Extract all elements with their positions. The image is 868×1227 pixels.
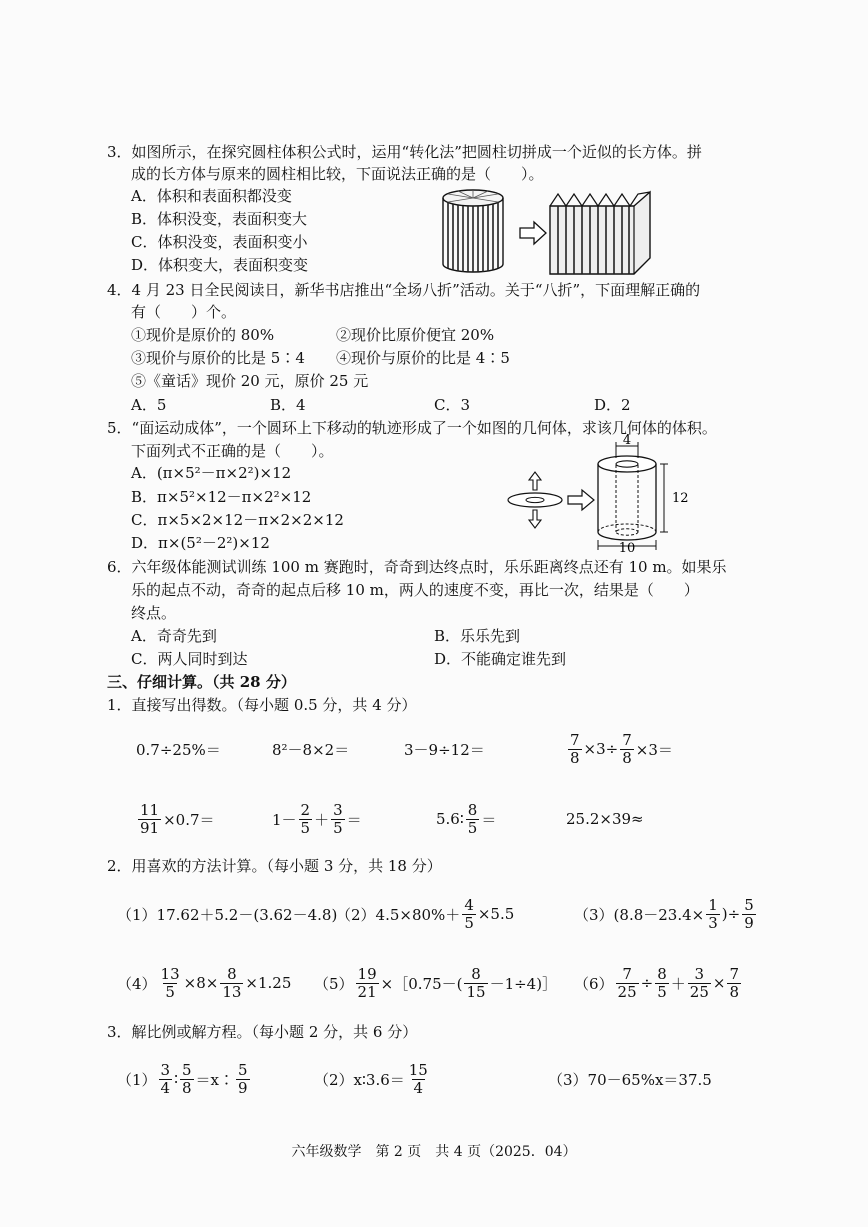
q4-item-1: ①现价是原价的 80% bbox=[131, 326, 275, 344]
q6-line3: 终点。 bbox=[131, 604, 177, 622]
q3-option-a: A．体积和表面积都没变 bbox=[131, 187, 292, 205]
q4-item-5: ⑤《童话》现价 20 元，原价 25 元 bbox=[131, 372, 369, 390]
q4-line2: 有（ ）个。 bbox=[131, 303, 237, 321]
q5-line1: 5．“面运动成体”，一个圆环上下移动的轨迹形成了一个如图的几何体，求该几何体的体积。 bbox=[107, 419, 717, 437]
q4-item-4: ④现价与原价的比是 4∶5 bbox=[336, 349, 510, 367]
q4-item-3: ③现价与原价的比是 5∶4 bbox=[131, 349, 305, 367]
calc-1e: $\frac{11}{91}$ ×0.7＝ bbox=[140, 800, 215, 837]
q4-option-b: B．4 bbox=[270, 396, 306, 414]
calc-3c: （3）70－65%x＝37.5 bbox=[548, 1070, 712, 1089]
calc-1h: 25.2×39≈ bbox=[566, 810, 644, 828]
q4-option-c: C．3 bbox=[434, 396, 471, 414]
q3-line2: 成的长方体与原来的圆柱相比较，下面说法正确的是（ ）。 bbox=[131, 165, 544, 183]
calc-1c: 3－9÷12＝ bbox=[404, 740, 485, 759]
calc-1b: 8²－8×2＝ bbox=[272, 740, 350, 759]
cuboid-icon bbox=[550, 192, 650, 274]
up-arrow-icon bbox=[529, 472, 541, 490]
q5-option-b: B．π×5²×12－π×2²×12 bbox=[131, 488, 312, 506]
hollow-cylinder-icon bbox=[598, 456, 656, 540]
ring-to-hollow-cylinder-figure bbox=[500, 432, 690, 554]
calc-1d: $\frac{7}{8}$ ×3÷ $\frac{7}{8}$ ×3＝ bbox=[570, 730, 673, 767]
calc-2e: （5） $\frac{19}{21}$ ×［0.75－( $\frac{8}{15}$ －1÷4)］ bbox=[314, 964, 558, 1001]
q5-option-c: C．π×5×2×12－π×2×2×12 bbox=[131, 511, 344, 529]
dim-side-label: 12 bbox=[672, 491, 689, 506]
arrow-right-icon bbox=[568, 490, 594, 510]
cylinder-icon bbox=[443, 190, 503, 272]
part3-title: 3．解比例或解方程。（每小题 2 分，共 6 分） bbox=[107, 1023, 418, 1041]
q5-option-a: A．(π×5²－π×2²)×12 bbox=[131, 464, 292, 482]
dim-top-label: 4 bbox=[622, 433, 632, 448]
down-arrow-icon bbox=[529, 510, 541, 528]
cylinder-to-cuboid-figure bbox=[438, 186, 658, 278]
q6-option-d: D．不能确定谁先到 bbox=[434, 650, 567, 668]
q4-option-a: A．5 bbox=[131, 396, 167, 414]
section3-heading: 三、仔细计算。（共 28 分） bbox=[107, 673, 296, 691]
calc-3b: （2）x∶3.6＝ $\frac{15}{4}$ bbox=[314, 1060, 428, 1097]
dim-bottom-label: 10 bbox=[618, 541, 636, 554]
part2-title: 2．用喜欢的方法计算。（每小题 3 分，共 18 分） bbox=[107, 857, 442, 875]
q3-line1: 3．如图所示，在探究圆柱体积公式时，运用“转化法”把圆柱切拼成一个近似的长方体。拼 bbox=[107, 143, 702, 161]
calc-3a: （1） $\frac{3}{4}$ ∶ $\frac{5}{8}$ ＝x∶ $\frac{5}{9}$ bbox=[117, 1060, 248, 1097]
q4-line1: 4．4 月 23 日全民阅读日，新华书店推出“全场八折”活动。关于“八折”，下面理解正确的 bbox=[107, 281, 701, 299]
q6-option-b: B．乐乐先到 bbox=[434, 627, 521, 645]
ring-icon bbox=[508, 493, 562, 507]
q3-option-d: D．体积变大，表面积变变 bbox=[131, 256, 309, 274]
page-footer: 六年级数学 第 2 页 共 4 页（2025．04） bbox=[291, 1144, 577, 1160]
calc-1a: 0.7÷25%＝ bbox=[136, 740, 221, 759]
q4-option-d: D．2 bbox=[594, 396, 631, 414]
calc-2a: （1）17.62＋5.2－(3.62－4.8) bbox=[117, 905, 338, 924]
q3-option-c: C．体积没变，表面积变小 bbox=[131, 233, 308, 251]
transform-arrow-icon bbox=[520, 222, 546, 244]
calc-2f: （6） $\frac{7}{25}$ ÷ $\frac{8}{5}$ ＋ $\frac{3}{25}$ × $\frac{7}{8}$ bbox=[574, 964, 739, 1001]
q5-option-d: D．π×(5²－2²)×12 bbox=[131, 534, 270, 552]
q6-option-a: A．奇奇先到 bbox=[131, 627, 217, 645]
calc-2c: （3）(8.8－23.4× $\frac{1}{3}$ )÷ $\frac{5}{9}$ bbox=[574, 895, 754, 932]
calc-2b: （2）4.5×80%＋ $\frac{4}{5}$ ×5.5 bbox=[336, 895, 515, 932]
calc-1g: 5.6∶ $\frac{8}{5}$ ＝ bbox=[436, 800, 497, 837]
calc-1f: 1－ $\frac{2}{5}$ ＋ $\frac{3}{5}$ ＝ bbox=[272, 800, 362, 837]
q6-line1: 6．六年级体能测试训练 100 m 赛跑时，奇奇到达终点时，乐乐距离终点还有 10 m。如果乐 bbox=[107, 558, 727, 576]
q6-line2: 乐的起点不动，奇奇的起点后移 10 m，两人的速度不变，再比一次，结果是（ ） bbox=[131, 581, 699, 599]
calc-2d: （4） $\frac{13}{5}$ ×8× $\frac{8}{13}$ ×1.25 bbox=[117, 964, 292, 1001]
q3-option-b: B．体积没变，表面积变大 bbox=[131, 210, 308, 228]
q4-item-2: ②现价比原价便宜 20% bbox=[336, 326, 495, 344]
q6-option-c: C．两人同时到达 bbox=[131, 650, 248, 668]
part1-title: 1．直接写出得数。（每小题 0.5 分，共 4 分） bbox=[107, 696, 417, 714]
q5-line2: 下面列式不正确的是（ ）。 bbox=[131, 442, 334, 460]
